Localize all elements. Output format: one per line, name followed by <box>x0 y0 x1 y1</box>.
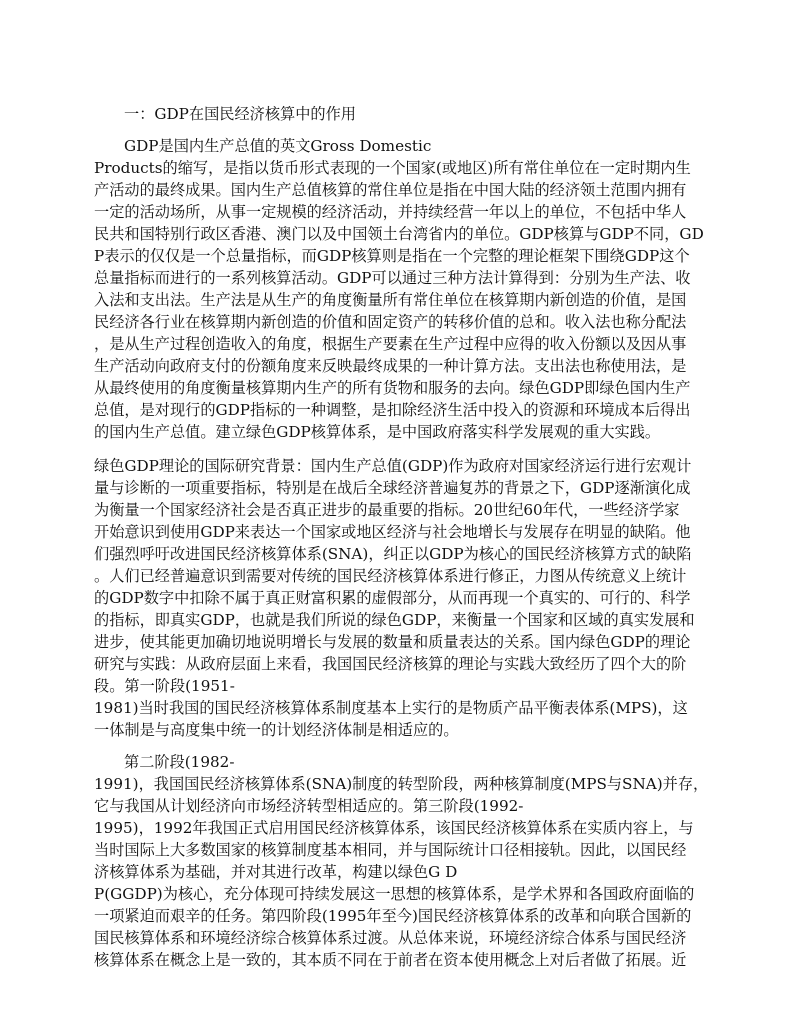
text-line: 从最终使用的角度衡量核算期内生产的所有货物和服务的去向。绿色GDP即绿色国内生产 <box>94 379 691 397</box>
text-line: 开始意识到使用GDP来表达一个国家或地区经济与社会地增长与发展存在明显的缺陷。他 <box>94 523 691 541</box>
text-line: 量与诊断的一项重要指标，特别是在战后全球经济普遍复苏的背景之下，GDP逐渐演化成 <box>94 479 691 497</box>
text-line: 一体制是与高度集中统一的计划经济体制是相适应的。 <box>94 721 459 739</box>
text-line: 生产活动向政府支付的份额角度来反映最终成果的一种计算方法。支出法也称使用法，是 <box>94 357 687 375</box>
text-line: 绿色GDP理论的国际研究背景：国内生产总值(GDP)作为政府对国家经济运行进行宏观计 <box>94 457 692 475</box>
text-line: 1991)，我国国民经济核算体系(SNA)制度的转型阶段，两种核算制度(MPS与SNA)并存， <box>94 775 709 793</box>
text-line: 一项紧迫而艰辛的任务。第四阶段(1995年至今)国民经济核算体系的改革和向联合国新的 <box>94 907 692 925</box>
text-line: 国民核算体系和环境经济综合核算体系过渡。从总体来说，环境经济综合体系与国民经济 <box>94 929 687 947</box>
text-line: P(GGDP)为核心，充分体现可持续发展这一思想的核算体系，是学术界和各国政府面临的 <box>94 885 695 903</box>
text-line: 进步，使其能更加确切地说明增长与发展的数量和质量表达的关系。国内绿色GDP的理论 <box>94 633 691 651</box>
text-line: 第二阶段(1982- <box>124 753 235 771</box>
text-line: 的国内生产总值。建立绿色GDP核算体系，是中国政府落实科学发展观的重大实践。 <box>94 423 661 441</box>
section-heading: 一：GDP在国民经济核算中的作用 <box>124 105 356 123</box>
text-line: 的指标，即真实GDP，也就是我们所说的绿色GDP，来衡量一个国家和区域的真实发展和 <box>94 611 695 629</box>
text-line: 段。第一阶段(1951- <box>94 677 235 695</box>
text-line: 核算体系在概念上是一致的，其本质不同在于前者在资本使用概念上对后者做了拓展。近 <box>94 951 687 969</box>
text-line: 民共和国特别行政区香港、澳门以及中国领土台湾省内的单位。GDP核算与GDP不同，GD <box>94 225 704 243</box>
text-line: ，是从生产过程创造收入的角度，根据生产要素在生产过程中应得的收入份额以及因从事 <box>94 335 687 353</box>
text-line: 的GDP数字中扣除不属于真正财富积累的虚假部分，从而再现一个真实的、可行的、科学 <box>94 589 691 607</box>
text-line: 入法和支出法。生产法是从生产的角度衡量所有常住单位在核算期内新创造的价值，是国 <box>94 291 687 309</box>
text-line: P表示的仅仅是一个总量指标，而GDP核算则是指在一个完整的理论框架下围绕GDP这个 <box>94 247 690 265</box>
text-line: Products的缩写，是指以货币形式表现的一个国家(或地区)所有常住单位在一定时期内生 <box>94 159 691 177</box>
text-line: 一定的活动场所，从事一定规模的经济活动，并持续经营一年以上的单位，不包括中华人 <box>94 203 687 221</box>
text-line: 总量指标而进行的一系列核算活动。GDP可以通过三种方法计算得到：分别为生产法、收 <box>94 269 691 287</box>
text-line: 产活动的最终成果。国内生产总值核算的常住单位是指在中国大陆的经济领土范围内拥有 <box>94 181 687 199</box>
text-line: 它与我国从计划经济向市场经济转型相适应的。第三阶段(1992- <box>94 797 524 815</box>
text-line: 当时国际上大多数国家的核算制度基本相同，并与国际统计口径相接轨。因此，以国民经 <box>94 841 687 859</box>
text-line: 研究与实践：从政府层面上来看，我国国民经济核算的理论与实践大致经历了四个大的阶 <box>94 655 687 673</box>
text-line: 济核算体系为基础，并对其进行改革，构建以绿色G D <box>94 863 458 881</box>
text-line: GDP是国内生产总值的英文Gross Domestic <box>124 137 432 155</box>
text-line: 1981)当时我国的国民经济核算体系制度基本上实行的是物质产品平衡表体系(MPS)，这 <box>94 699 688 717</box>
text-line: 总值，是对现行的GDP指标的一种调整，是扣除经济生活中投入的资源和环境成本后得出 <box>94 401 691 419</box>
text-line: 们强烈呼吁改进国民经济核算体系(SNA)，纠正以GDP为核心的国民经济核算方式的缺陷 <box>94 545 692 563</box>
text-line: 民经济各行业在核算期内新创造的价值和固定资产的转移价值的总和。收入法也称分配法 <box>94 313 687 331</box>
text-line: 。人们已经普遍意识到需要对传统的国民经济核算体系进行修正，力图从传统意义上统计 <box>94 567 687 585</box>
text-line: 为衡量一个国家经济社会是否真正进步的最重要的指标。20世纪60年代，一些经济学家 <box>94 501 680 519</box>
text-line: 1995)，1992年我国正式启用国民经济核算体系，该国民经济核算体系在实质内容上，与 <box>94 819 694 837</box>
